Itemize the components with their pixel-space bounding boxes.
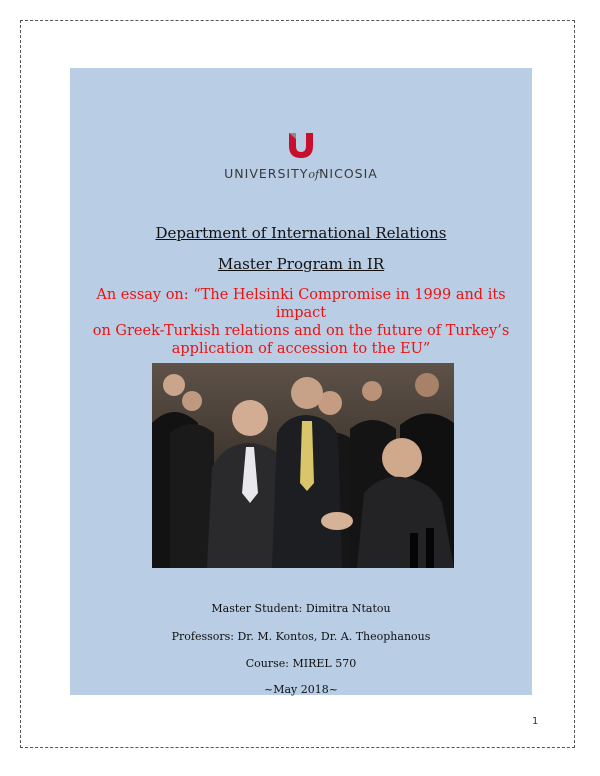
essay-title-line: on Greek-Turkish relations and on the future of Turkey’s: [92, 323, 510, 339]
student-name: Master Student: Dimitra Ntatou: [211, 602, 391, 615]
page-number: 1: [532, 716, 539, 727]
date: ~May 2018~: [264, 683, 338, 696]
program-title: Master Program in IR: [217, 255, 385, 273]
university-shield-icon: [286, 130, 316, 160]
cover-panel: [70, 68, 532, 695]
cover-photo-illustration: [152, 363, 454, 568]
university-logo: [70, 130, 532, 181]
course: Course: MIREL 570: [245, 657, 357, 670]
professors: Professors: Dr. M. Kontos, Dr. A. Theophanous: [171, 630, 431, 643]
essay-title-line: An essay on: “The Helsinki Compromise in 1999 and its impact: [96, 287, 506, 321]
essay-title: [70, 286, 532, 358]
university-name: UNIVERSITYofNICOSIA: [224, 166, 378, 181]
essay-title-line: application of accession to the EU”: [171, 341, 431, 357]
cover-photo: [152, 363, 454, 568]
department-title: Department of International Relations: [155, 224, 447, 242]
